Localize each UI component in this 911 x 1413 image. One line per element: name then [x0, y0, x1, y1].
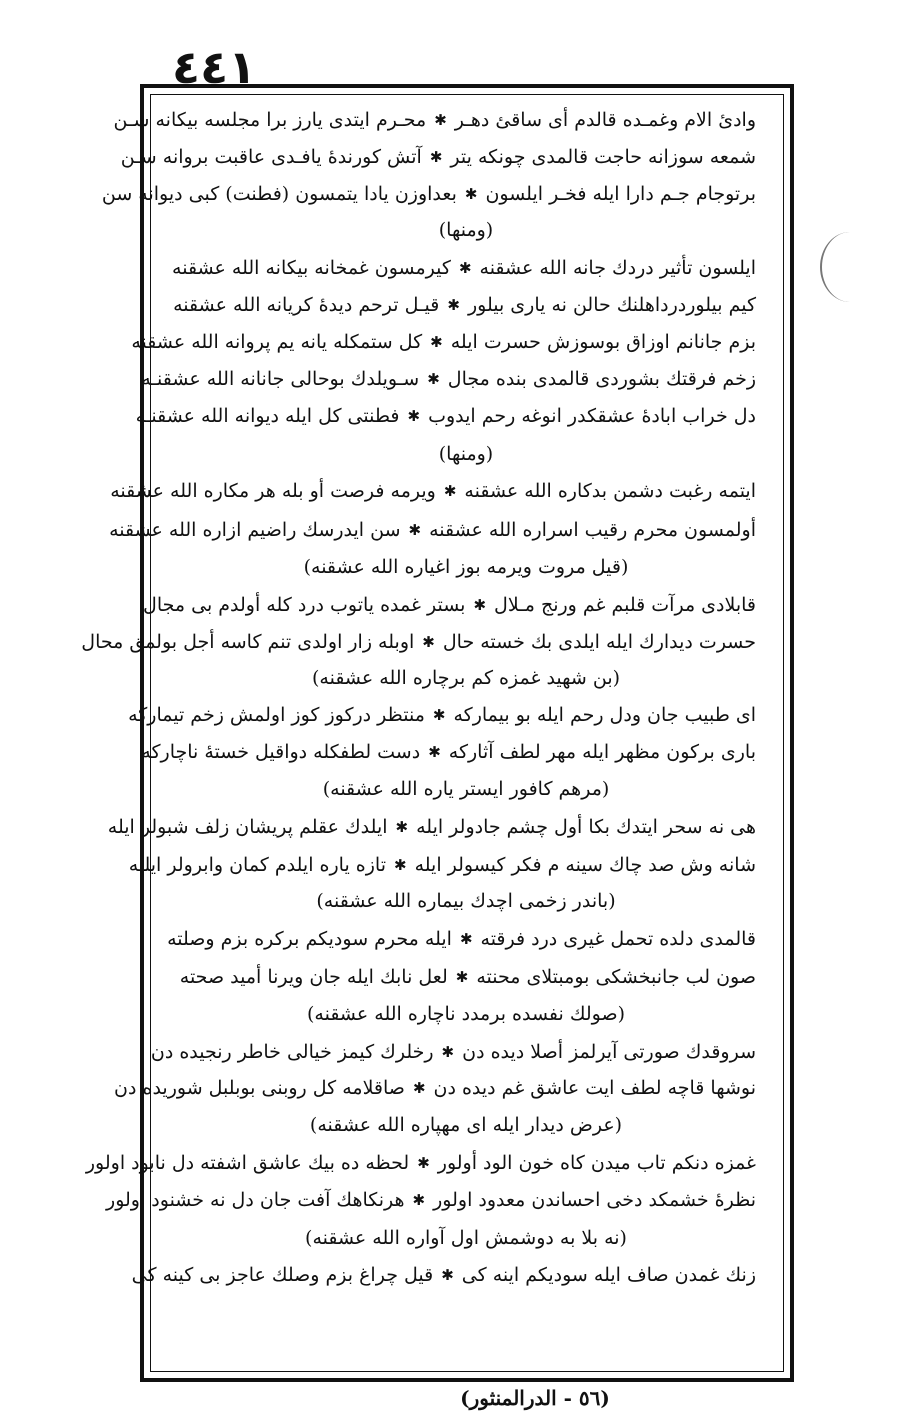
heading-text: (عرض ديدار ايله اى مهپاره الله عشقنه) [309, 1113, 623, 1136]
first-hemistich: سروقدك صورتى آيرلمز أصلا ديده دن [462, 1040, 756, 1063]
verse-line [81, 624, 756, 660]
verse-line [107, 809, 756, 845]
star-divider-icon: ✱ [434, 110, 447, 129]
heading-text: (قيل مروت ويرمه بوز اغياره الله عشقنه) [303, 555, 629, 578]
verse-line [106, 1182, 756, 1218]
second-hemistich: تازه ياره ايلدم كمان وابرولر ايلـه [128, 853, 386, 876]
star-divider-icon: ✱ [458, 258, 472, 277]
section-heading [152, 436, 780, 472]
verse-line [109, 512, 756, 548]
heading-text: (ومنها) [438, 218, 494, 241]
first-hemistich: زخم فرقتك بشوردى قالمدى بنده مجال [447, 367, 756, 390]
first-hemistich: وادئ الام وغمـده قالدم أى ساقئ دهـر [454, 108, 756, 131]
section-heading [152, 212, 780, 248]
second-hemistich: فطنتى كل ايله ديوانه الله عشقنـه [135, 404, 400, 427]
verse-line [114, 1070, 756, 1106]
second-hemistich: آتش كورندهٔ يافـدى عاقبت بروانه سـن [120, 145, 422, 168]
star-divider-icon: ✱ [395, 817, 409, 836]
verse-line [110, 473, 756, 509]
star-divider-icon: ✱ [443, 481, 457, 500]
first-hemistich: برتوجام جـم دارا ايله فخـر ايلسون [485, 182, 756, 205]
section-heading [152, 549, 780, 585]
section-heading [152, 771, 780, 807]
star-divider-icon: ✱ [447, 295, 460, 314]
first-hemistich: قالمدى دلده تحمل غيرى درد فرقته [480, 927, 756, 950]
heading-text: (ومنها) [438, 442, 494, 465]
verse-line [167, 921, 756, 957]
first-hemistich: بارى بركون مظهر ايله مهر لطف آثاركه [448, 740, 756, 763]
heading-text: (مرهم كافور ايستر ياره الله عشقنه) [322, 777, 610, 800]
second-hemistich: صاقلامه كل روبنى بوبلبل شوريده دن [114, 1076, 405, 1099]
star-divider-icon: ✱ [464, 184, 478, 203]
verse-line [120, 139, 756, 175]
verse-line [141, 734, 756, 770]
star-divider-icon: ✱ [417, 1153, 430, 1172]
section-heading [152, 996, 780, 1032]
first-hemistich: قابلادى مرآت قلبم غم ورنج مـلال [494, 593, 756, 616]
first-hemistich: ايتمه رغبت دشمن بدكاره الله عشقنه [464, 479, 756, 502]
first-hemistich: ايلسون تأثير دردك جانه الله عشقنه [479, 256, 756, 279]
first-hemistich: شانه وش صد چاك سينه م فكر كيسولر ايله [414, 853, 756, 876]
second-hemistich: دست لطفكله دواقيل خستهٔ ناچاركه [141, 740, 421, 763]
second-hemistich: قيـل ترحم ديدهٔ كريانه الله عشقنه [173, 293, 440, 316]
first-hemistich: كيم بيلوردرداهلنك حالن نه يارى بيلور [467, 293, 756, 316]
star-divider-icon: ✱ [455, 967, 469, 986]
first-hemistich: غمزه دنكم تاب ميدن كاه خون الود أولور [437, 1151, 756, 1174]
verse-line [128, 847, 756, 883]
second-hemistich: ايلدك عقلم پريشان زلف شبولر ايله [107, 815, 388, 838]
star-divider-icon: ✱ [441, 1042, 455, 1061]
first-hemistich: هى نه سحر ايتدك بكا أول چشم جادولر ايله [416, 815, 756, 838]
page-number: ٤٤١ [172, 40, 257, 94]
star-divider-icon: ✱ [422, 632, 435, 651]
star-divider-icon: ✱ [407, 406, 421, 425]
second-hemistich: كل ستمكله يانه يم پروانه الله عشقنه [131, 330, 423, 353]
first-hemistich: دل خراب ابادهٔ عشقكدر انوغه رحم ايدوب [428, 404, 756, 427]
second-hemistich: اوبله زار اولدى تنم كاسه أجل بولمق محال [81, 630, 415, 653]
verse-line [173, 287, 756, 323]
second-hemistich: سن ايدرسك راضيم ازاره الله عشقنه [109, 518, 401, 541]
second-hemistich: ايله محرم سوديكم بركره بزم وصلته [167, 927, 452, 950]
verse-line [150, 1034, 756, 1070]
star-divider-icon: ✱ [412, 1190, 426, 1209]
star-divider-icon: ✱ [428, 742, 441, 761]
poem-text [81, 102, 782, 1374]
second-hemistich: كيرمسون غمخانه بيكانه الله عشقنه [172, 256, 451, 279]
second-hemistich: منتظر دركوز كوز اولمش زخم تيماركه [128, 703, 425, 726]
heading-text: (صولك نفسده برمدد ناچاره الله عشقنه) [306, 1002, 626, 1025]
second-hemistich: رخلرك كيمز خيالى خاطر رنجيده دن [150, 1040, 434, 1063]
verse-line [113, 102, 756, 138]
section-heading [152, 1107, 780, 1143]
first-hemistich: صون لب جانبخشكى بومبتلاى محنته [476, 965, 756, 988]
verse-line [85, 1145, 756, 1181]
verse-line [143, 587, 756, 623]
second-hemistich: قيل چراغ بزم وصلك عاجز بى كينه كى [131, 1263, 434, 1286]
first-hemistich: شمعه سوزانه حاجت قالمدى چونكه يتر [450, 145, 756, 168]
second-hemistich: بعداوزن يادا يتمسون (فطنت) كبى ديوانه سن [101, 182, 457, 205]
verse-line [128, 697, 756, 733]
verse-line [135, 398, 756, 434]
first-hemistich: زنك غمدن صاف ايله سوديكم اينه كى [461, 1263, 756, 1286]
first-hemistich: نظرهٔ خشمكد دخى احساندن معدود اولور [433, 1188, 756, 1211]
first-hemistich: أولمسون محرم رقيب اسراره الله عشقنه [429, 518, 756, 541]
star-divider-icon: ✱ [408, 520, 422, 539]
star-divider-icon: ✱ [429, 147, 443, 166]
heading-text: (نه بلا به دوشمش اول آواره الله عشقنه) [305, 1226, 627, 1249]
star-divider-icon: ✱ [432, 705, 446, 724]
second-hemistich: لعل نابك ايله جان ويرنا أميد صحته [179, 965, 448, 988]
second-hemistich: سـويلدك بوحالى جانانه الله عشقنـه [141, 367, 420, 390]
section-heading [152, 660, 780, 696]
verse-line [179, 959, 756, 995]
second-hemistich: لحظه ده بيك عاشق اشفته دل نابود اولور [85, 1151, 410, 1174]
star-divider-icon: ✱ [427, 369, 440, 388]
section-heading [152, 883, 780, 919]
star-divider-icon: ✱ [473, 595, 487, 614]
heading-text: (باندر زخمى اچدك بيماره الله عشقنه) [316, 889, 616, 912]
star-divider-icon: ✱ [412, 1078, 426, 1097]
second-hemistich: بستر غمده ياتوب درد كله أولدم بى مجال [143, 593, 466, 616]
star-divider-icon: ✱ [459, 929, 473, 948]
verse-line [101, 176, 756, 212]
section-heading [152, 1220, 780, 1256]
verse-line [131, 324, 756, 360]
star-divider-icon: ✱ [430, 332, 443, 351]
page-curl-mark [820, 232, 880, 302]
verse-line [131, 1257, 756, 1293]
heading-text: (بن شهيد غمزه كم برچاره الله عشقنه) [311, 666, 621, 689]
verse-line [141, 361, 756, 397]
first-hemistich: حسرت ديدارك ايله ايلدى بك خسته حال [442, 630, 756, 653]
first-hemistich: اى طبيب جان ودل رحم ايله بو بيماركه [453, 703, 756, 726]
page-footer: (٥٦ - الدرالمنثور) [460, 1386, 610, 1410]
verse-line [172, 250, 756, 286]
first-hemistich: نوشها قاچه لطف ايت عاشق غم ديده دن [433, 1076, 756, 1099]
second-hemistich: ويرمه فرصت أو بله هر مكاره الله عشقنه [110, 479, 436, 502]
second-hemistich: هرنكاهك آفت جان دل نه خشنود اولور [106, 1188, 405, 1211]
star-divider-icon: ✱ [441, 1265, 454, 1284]
second-hemistich: محـرم ايتدى يارز برا مجلسه بيكانه سـن [113, 108, 427, 131]
star-divider-icon: ✱ [393, 855, 407, 874]
first-hemistich: بزم جانانم اوزاق بوسوزش حسرت ايله [450, 330, 756, 353]
